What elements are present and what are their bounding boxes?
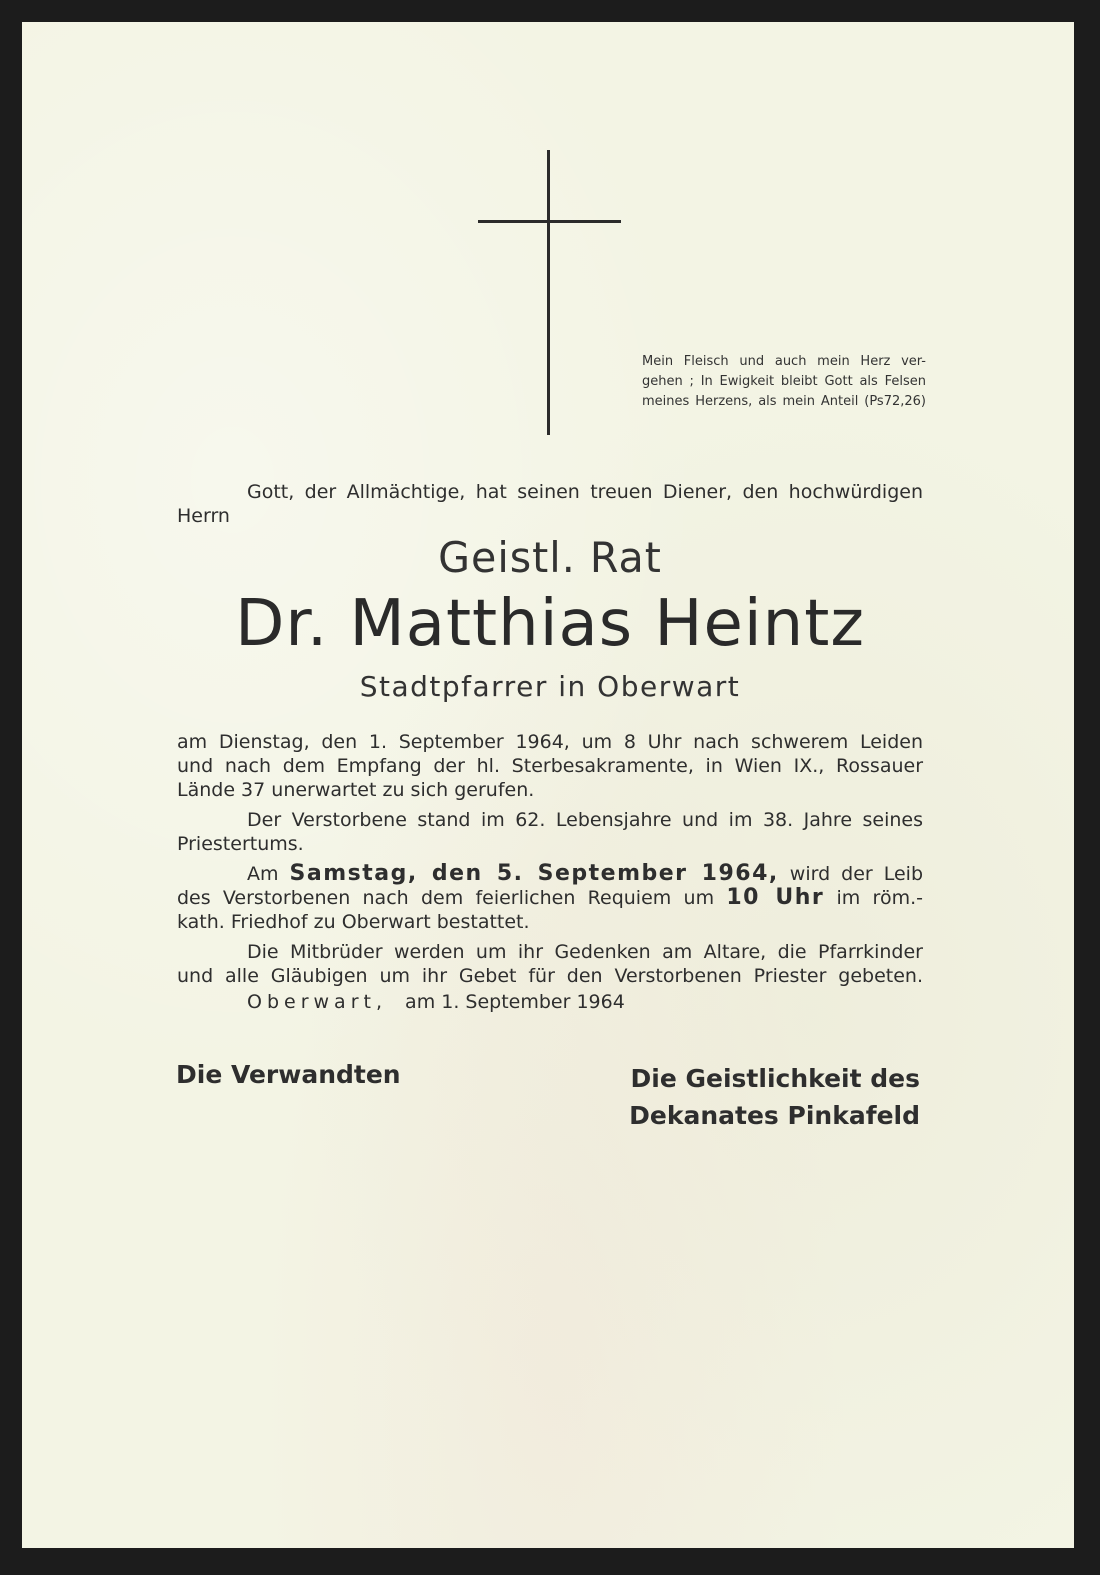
- text-fragment: im röm.-: [836, 887, 923, 909]
- text-line: Der Verstorbene stand im 62. Lebensjahre und im 38. Jahre seines: [247, 809, 923, 831]
- intro-line: Gott, der Allmächtige, hat seinen treuen Diener, den hochwürdigen: [247, 481, 923, 503]
- intro-text: [177, 480, 923, 528]
- issue-date: am 1. September 1964: [405, 991, 625, 1013]
- latin-cross-icon: [547, 150, 550, 435]
- psalm-quote: [642, 352, 926, 412]
- latin-cross-bar: [478, 220, 621, 223]
- intro-line: Herrn: [177, 505, 230, 527]
- text-line: und alle Gläubigen um ihr Gebet für den Verstorbenen Priester gebeten.: [177, 965, 923, 987]
- signature-clergy: [620, 1060, 920, 1134]
- signature-line: Dekanates Pinkafeld: [629, 1101, 920, 1130]
- psalm-line: Mein Fleisch und auch mein Herz ver-: [642, 354, 926, 369]
- psalm-line: meines Herzens, als mein Anteil (Ps72,26): [642, 394, 926, 409]
- paragraph-age: [177, 808, 923, 856]
- deceased-position: Stadtpfarrer in Oberwart: [359, 670, 741, 703]
- deceased-name: Dr. Matthias Heintz: [235, 587, 865, 661]
- text-fragment: Am: [247, 863, 279, 885]
- main-text: [177, 730, 923, 1016]
- paragraph-prayer: [177, 940, 923, 988]
- place-name: Oberwart,: [247, 991, 387, 1013]
- text-line: am Dienstag, den 1. September 1964, um 8 Uhr nach schwerem Leiden: [177, 731, 923, 753]
- text-line: und nach dem Empfang der hl. Sterbesakramente, in Wien IX., Rossauer: [177, 755, 923, 777]
- text-line: Die Mitbrüder werden um ihr Gedenken am Altare, die Pfarrkinder: [247, 941, 923, 963]
- funeral-date: Samstag, den 5. September 1964,: [289, 861, 779, 886]
- text-line: [177, 886, 923, 910]
- paragraph-funeral: [177, 862, 923, 934]
- place-date-line: [177, 990, 923, 1014]
- text-line: Priestertums.: [177, 833, 304, 855]
- paragraph-death: [177, 730, 923, 802]
- text-fragment: des Verstorbenen nach dem feierlichen Requiem um: [177, 887, 715, 909]
- funeral-time: 10 Uhr: [726, 885, 825, 910]
- signature-relatives: Die Verwandten: [176, 1060, 401, 1089]
- signature-line: Die Geistlichkeit des: [630, 1064, 920, 1093]
- psalm-line: gehen ; In Ewigkeit bleibt Gott als Felsen: [642, 374, 926, 389]
- text-line: kath. Friedhof zu Oberwart bestattet.: [177, 911, 530, 933]
- text-line: [177, 862, 923, 886]
- text-line: Lände 37 unerwartet zu sich gerufen.: [177, 779, 535, 801]
- text-fragment: wird der Leib: [789, 863, 924, 885]
- honorific-title: Geistl. Rat: [438, 533, 662, 582]
